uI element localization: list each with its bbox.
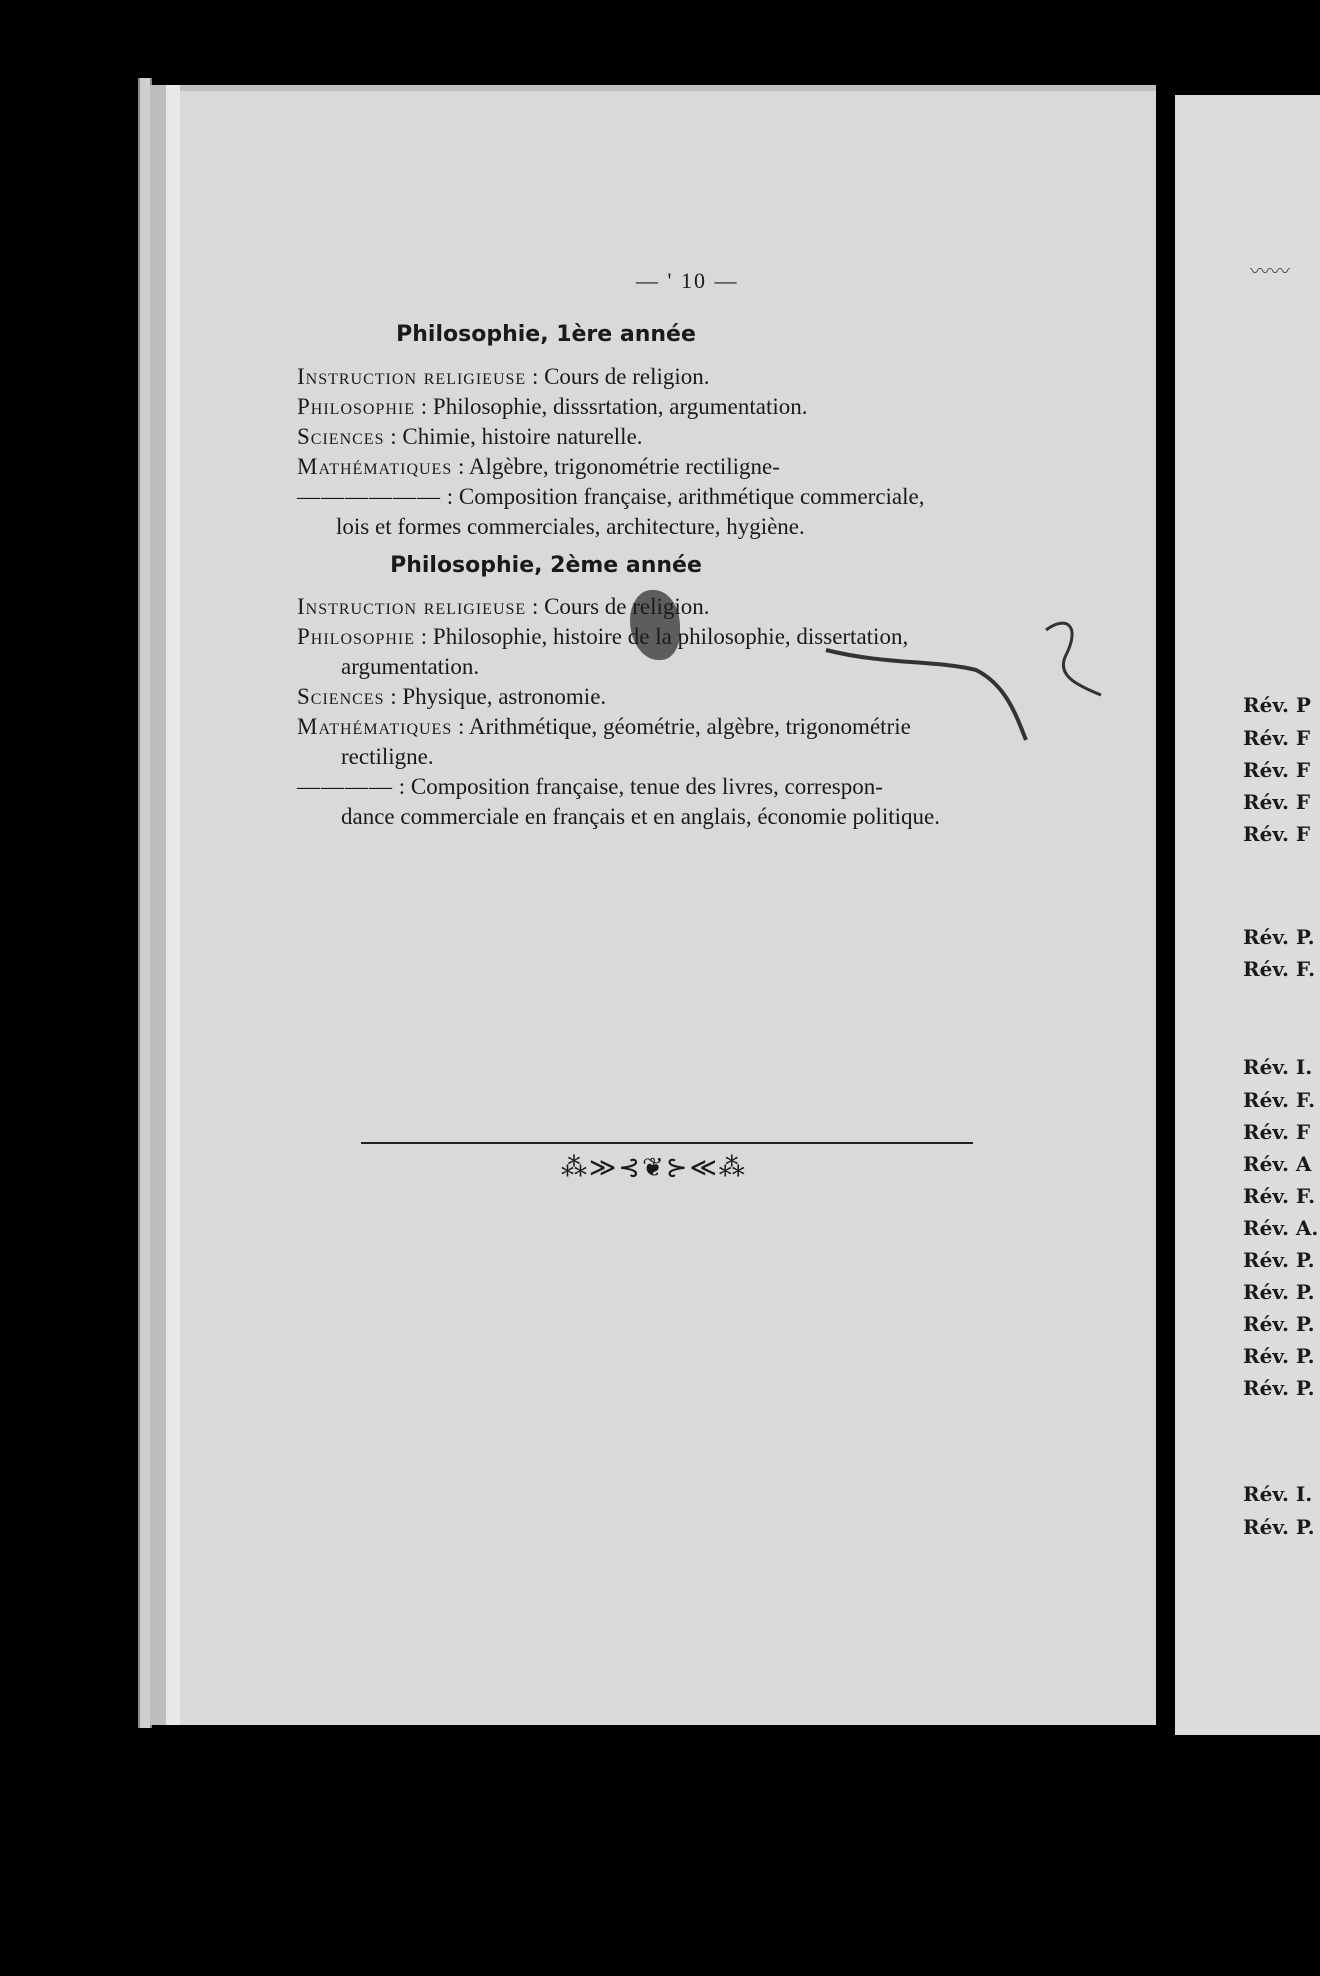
rev-entry: Rév. F bbox=[1243, 822, 1311, 846]
subject-label: Instruction religieuse bbox=[297, 364, 527, 389]
subject-label: Mathématiques bbox=[297, 714, 453, 739]
rev-entry: Rév. P. bbox=[1243, 925, 1315, 949]
rev-entry: Rév. F bbox=[1243, 1120, 1311, 1144]
rev-entry: Rév. P. bbox=[1243, 1248, 1315, 1272]
subject-label: Philosophie bbox=[297, 394, 416, 419]
rev-entry: Rév. F bbox=[1243, 790, 1311, 814]
rev-entry: Rév. I. bbox=[1243, 1482, 1313, 1506]
course-text: : Algèbre, trigonométrie rectiligne- bbox=[452, 454, 780, 479]
course-text: : Composition française, arithmétique commerciale, bbox=[441, 484, 925, 509]
rev-entry: Rév. P bbox=[1243, 693, 1311, 717]
course-text: : Cours de religion. bbox=[526, 364, 710, 389]
rev-entry: Rév. P. bbox=[1243, 1344, 1315, 1368]
right-page bbox=[1175, 95, 1320, 1735]
course-text: argumentation. bbox=[341, 654, 480, 679]
page-number: — ' 10 — bbox=[636, 268, 739, 293]
section-heading-2: Philosophie, 2ème année bbox=[390, 553, 702, 578]
subject-label: Instruction religieuse bbox=[297, 594, 527, 619]
rev-entry: Rév. F. bbox=[1243, 1088, 1316, 1112]
rev-entry: Rév. A bbox=[1243, 1152, 1312, 1176]
course-text: : Composition française, tenue des livres, correspon- bbox=[393, 774, 883, 799]
course-text: : Philosophie, histoire de la philosophie, dissertation, bbox=[415, 624, 909, 649]
ornament: ⁂≫⊰❦⊱≪⁂ bbox=[561, 1153, 747, 1182]
course-text: : Philosophie, disssrtation, argumentation. bbox=[415, 394, 808, 419]
rev-entry: Rév. F bbox=[1243, 758, 1311, 782]
rev-entry: Rév. F bbox=[1243, 726, 1311, 750]
rev-entry: Rév. F. bbox=[1243, 957, 1316, 981]
rev-entry: Rév. P. bbox=[1243, 1312, 1315, 1336]
course-text: : Arithmétique, géométrie, algèbre, trigonométrie bbox=[452, 714, 911, 739]
subject-label: Mathématiques bbox=[297, 454, 453, 479]
course-text: : Chimie, histoire naturelle. bbox=[384, 424, 643, 449]
rev-entry: Rév. A. bbox=[1243, 1216, 1319, 1240]
course-text: rectiligne. bbox=[341, 744, 434, 769]
course-text: : Physique, astronomie. bbox=[384, 684, 607, 709]
divider-rule bbox=[361, 1142, 973, 1144]
course-text: : Cours de religion. bbox=[526, 594, 710, 619]
subject-label: ———— bbox=[297, 774, 393, 799]
subject-label: —————— bbox=[297, 484, 441, 509]
rev-entry: Rév. P. bbox=[1243, 1376, 1315, 1400]
page-content bbox=[166, 85, 1156, 1725]
subject-label: Sciences bbox=[297, 684, 385, 709]
rev-entry: Rév. F. bbox=[1243, 1184, 1316, 1208]
left-page bbox=[150, 85, 1156, 1725]
section-heading-1: Philosophie, 1ère année bbox=[396, 322, 696, 347]
rev-entry: Rév. I. bbox=[1243, 1055, 1313, 1079]
subject-label: Sciences bbox=[297, 424, 385, 449]
rev-entry: Rév. P. bbox=[1243, 1280, 1315, 1304]
pen-scribble bbox=[166, 85, 1156, 885]
wavy-mark: 〰〰 bbox=[1250, 261, 1290, 283]
course-text: lois et formes commerciales, architecture, hygiène. bbox=[336, 514, 805, 539]
course-text: dance commerciale en français et en anglais, économie politique. bbox=[341, 804, 941, 829]
subject-label: Philosophie bbox=[297, 624, 416, 649]
rev-entry: Rév. P. bbox=[1243, 1515, 1315, 1539]
